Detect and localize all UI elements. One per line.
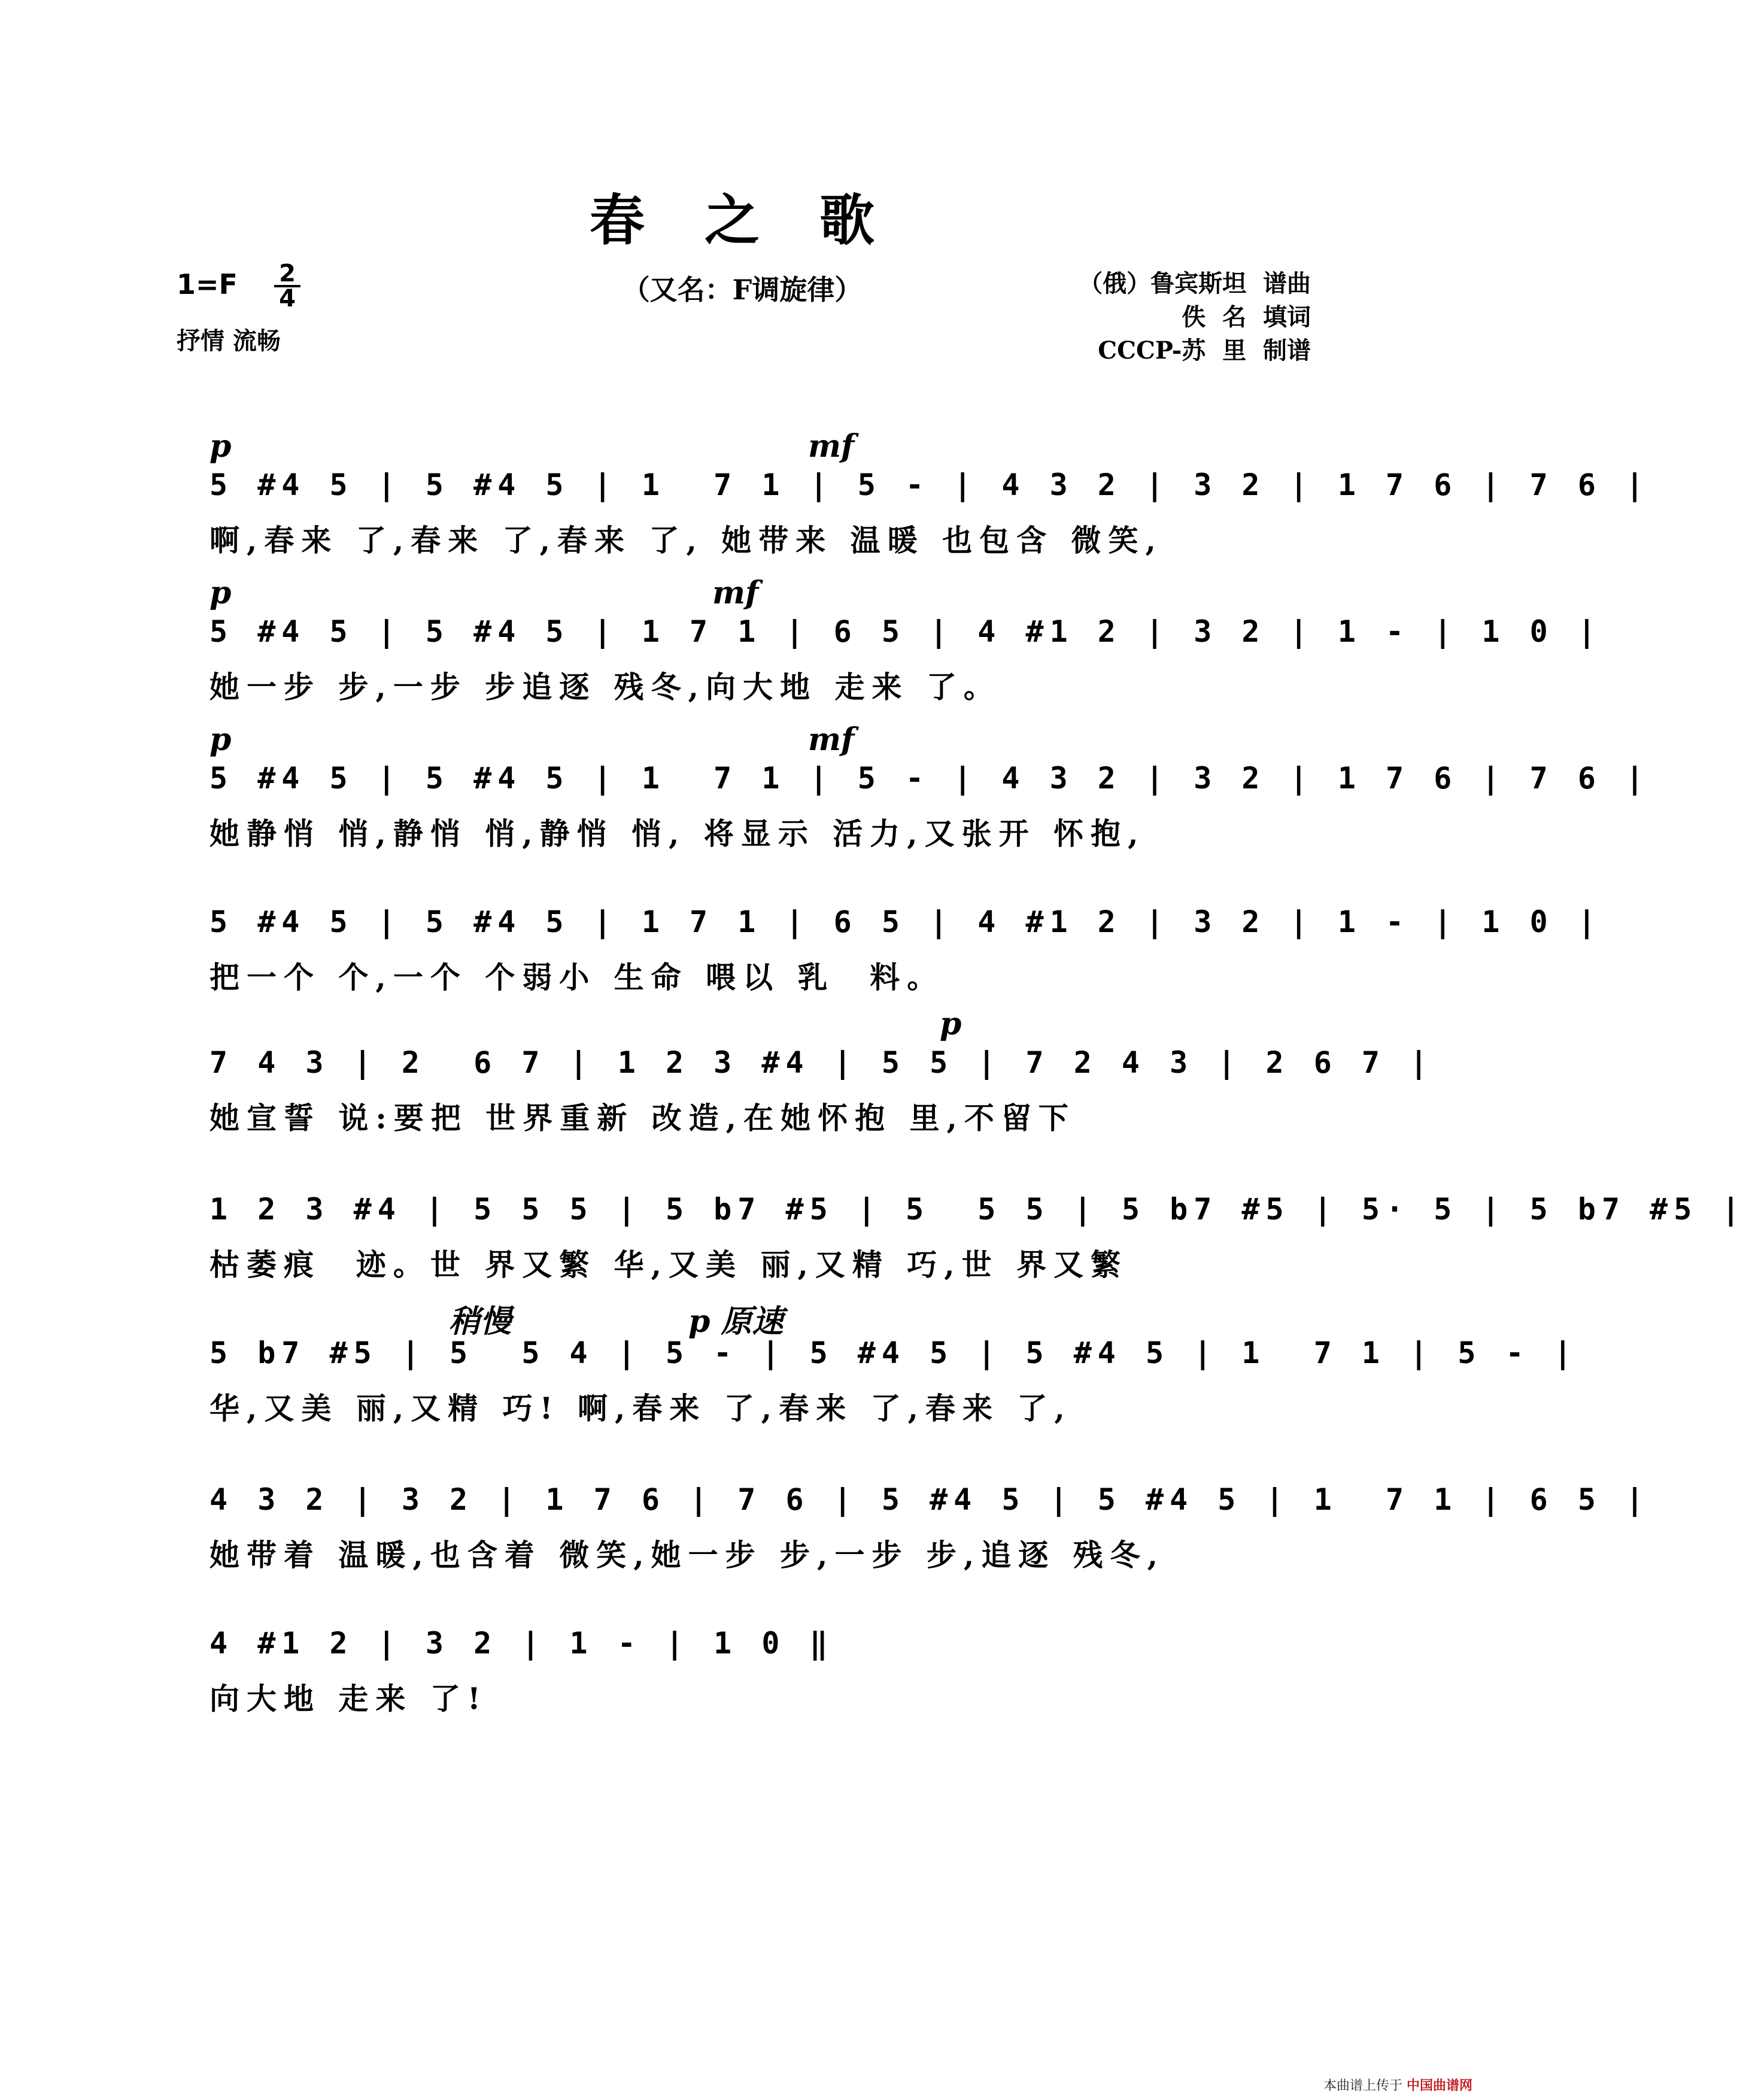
lyrics-row: 把一个 个,一个 个弱小 生命 喂以 乳 料。 [209,960,945,995]
dynamics-row [209,1006,1335,1042]
arranger: CCCP-苏 里 制谱 [1098,336,1311,365]
lyrics-row: 她宣誓 说:要把 世界重新 改造,在她怀抱 里,不留下 [209,1100,1076,1136]
lyrics-row: 华,又美 丽,又精 巧! 啊,春来 了,春来 了,春来 了, [209,1391,1072,1426]
notation-row: 5 b7 #5 | 5 5 4 | 5 - | 5 #4 5 | 5 #4 5 | 1 7 1 | 5 - | [209,1336,1578,1370]
dynamics-row [209,428,1335,464]
dynamics-row [209,1296,1335,1340]
score-line [209,1443,1650,1574]
notation-row: 5 #4 5 | 5 #4 5 | 1 7 1 | 6 5 | 4 #1 2 | 3 2 | 1 - | 1 0 | [209,614,1602,649]
time-signature [272,262,302,310]
dynamic-mark: mf [808,721,855,758]
dynamics-row [209,1443,1335,1479]
footer-brand: 中国曲谱网 [1406,2078,1472,2093]
dynamic-mark: 稍慢 [449,1303,512,1340]
song-subtitle: （又名：F调旋律） [622,274,863,306]
key-signature: 1=F [177,268,238,301]
footer-upload: 本曲谱上传于 [1323,2078,1402,2093]
dynamic-mark: p [940,1006,962,1042]
score-line [209,865,1602,997]
song-title: 春 之 歌 [589,188,895,253]
score-line [209,1006,1434,1137]
dynamic-mark: mf [712,575,759,611]
lyrics-row: 向大地 走来 了! [209,1681,488,1716]
notation-row: 5 #4 5 | 5 #4 5 | 1 7 1 | 6 5 | 4 #1 2 | 3 2 | 1 - | 1 0 | [209,905,1602,939]
score-line [209,721,1650,853]
tempo-marking: 抒情 流畅 [177,327,281,355]
score-line [209,428,1650,560]
dynamics-row [209,865,1335,901]
credits [1079,267,1311,368]
score-line [209,575,1602,706]
notation-row: 1 2 3 #4 | 5 5 5 | 5 b7 #5 | 5 5 5 | 5 b7 #5 | 5· 5 | 5 b7 #5 | [209,1192,1746,1227]
lyrics-row: 她带着 温暖,也含着 微笑,她一步 步,一步 步,追逐 残冬, [209,1537,1165,1573]
lyricist: 佚 名 填词 [1182,303,1311,331]
dynamic-mark: p [209,428,232,465]
footer [1323,2075,1472,2094]
notation-row: 4 3 2 | 3 2 | 1 7 6 | 7 6 | 5 #4 5 | 5 #4 5 | 1 7 1 | 6 5 | [209,1482,1650,1517]
dynamics-row [209,575,1335,611]
notation-row: 4 #1 2 | 3 2 | 1 - | 1 0 ‖ [209,1626,834,1661]
score-line [209,1296,1578,1428]
composer: （俄）鲁宾斯坦 谱曲 [1079,269,1311,298]
dynamic-mark: p [209,721,232,758]
notation-row: 7 4 3 | 2 6 7 | 1 2 3 #4 | 5 5 | 7 2 4 3 | 2 6 7 | [209,1045,1434,1080]
lyrics-row: 啊,春来 了,春来 了,春来 了, 她带来 温暖 也包含 微笑, [209,523,1163,558]
time-bottom: 4 [279,285,296,312]
score-line [209,1152,1746,1284]
dynamics-row [209,721,1335,757]
notation-row: 5 #4 5 | 5 #4 5 | 1 7 1 | 5 - | 4 3 2 | 3 2 | 1 7 6 | 7 6 | [209,761,1650,796]
dynamic-mark: p 原速 [688,1303,784,1340]
lyrics-row: 她一步 步,一步 步追逐 残冬,向大地 走来 了。 [209,669,1001,705]
score-line [209,1586,1335,1718]
dynamic-mark: p [209,575,232,611]
dynamics-row [209,1586,1335,1622]
time-top: 2 [279,260,296,287]
notation-row: 5 #4 5 | 5 #4 5 | 1 7 1 | 5 - | 4 3 2 | 3 2 | 1 7 6 | 7 6 | [209,468,1650,502]
dynamics-row [209,1152,1335,1188]
lyrics-row: 她静悄 悄,静悄 悄,静悄 悄, 将显示 活力,又张开 怀抱, [209,816,1146,851]
dynamic-mark: mf [808,428,855,465]
lyrics-row: 枯萎痕 迹。世 界又繁 华,又美 丽,又精 巧,世 界又繁 [209,1247,1128,1282]
